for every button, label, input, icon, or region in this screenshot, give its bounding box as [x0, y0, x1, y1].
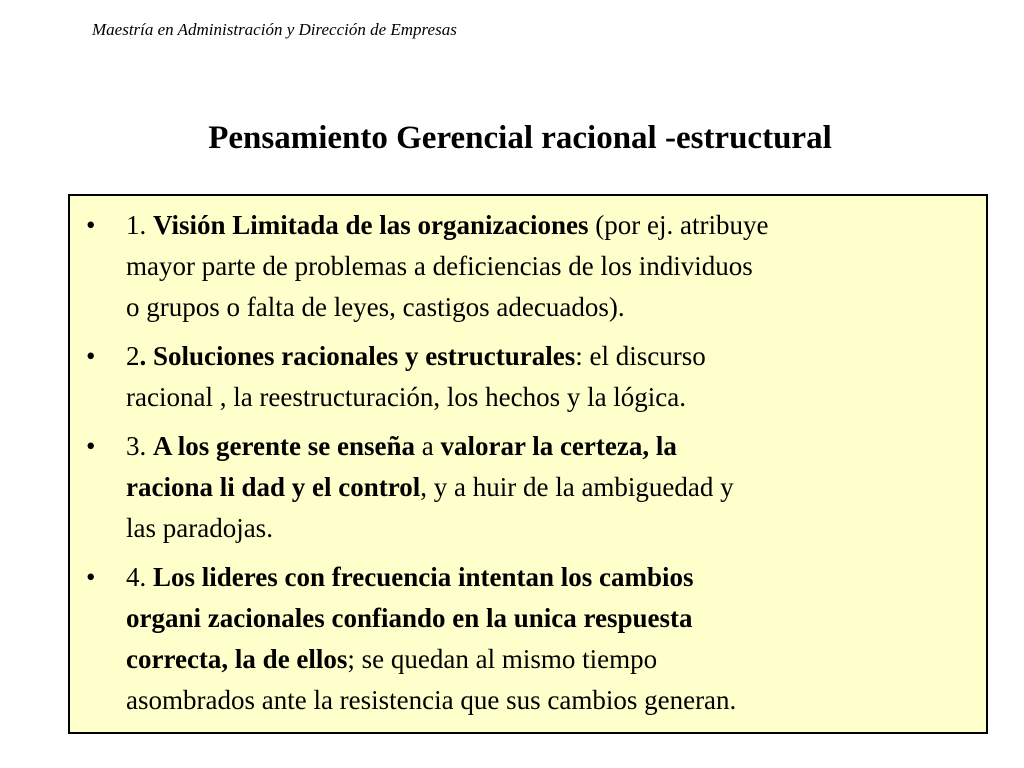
bullet-line — [126, 287, 768, 328]
bullet-line — [126, 639, 736, 680]
text-run: o grupos o falta de leyes, castigos adecuados). — [126, 292, 625, 322]
bold-text-run: A los gerente se enseña — [153, 431, 415, 461]
bullet-glyph: • — [86, 210, 96, 240]
text-run: racional , la reestructuración, los hechos y la lógica. — [126, 382, 687, 412]
bold-text-run: Los lideres con frecuencia intentan los cambios — [153, 562, 694, 592]
bullet-line — [126, 557, 736, 598]
text-run: a — [414, 431, 441, 461]
bullet-glyph: • — [86, 341, 96, 371]
text-run: asombrados ante la resistencia que sus cambios generan. — [126, 685, 737, 715]
bullet-item-1 — [70, 205, 768, 328]
content-box — [68, 194, 988, 734]
text-run: ; se quedan al mismo tiempo — [347, 644, 658, 674]
bullet-line — [126, 426, 734, 467]
text-run: mayor parte de problemas a deficiencias de los individuos — [126, 251, 753, 281]
slide-title: Pensamiento Gerencial racional -estructural — [208, 120, 832, 156]
text-run: 4. — [126, 562, 153, 592]
bullet-line — [126, 598, 736, 639]
bullet-glyph: • — [86, 562, 96, 592]
bold-text-run: valorar la certeza, la — [440, 431, 677, 461]
bullet-item-3 — [70, 426, 734, 549]
bullet-line — [126, 680, 736, 721]
text-run: : el discurso — [575, 341, 706, 371]
bullet-line — [126, 336, 706, 377]
bullet-line — [126, 508, 734, 549]
text-run: 3. — [126, 431, 153, 461]
bold-text-run: raciona li dad y el control — [126, 472, 421, 502]
bullet-glyph: • — [86, 431, 96, 461]
bullet-item-4 — [70, 557, 736, 721]
bullet-item-2 — [70, 336, 706, 418]
bold-text-run: organi zacionales confiando en la unica respuesta — [126, 603, 693, 633]
text-run: 1. — [126, 210, 153, 240]
bullet-line — [126, 205, 768, 246]
bold-text-run: . Soluciones racionales y estructurales — [139, 341, 576, 371]
text-run: (por ej. atribuye — [588, 210, 769, 240]
text-run: , y a huir de la ambiguedad y — [420, 472, 734, 502]
bullet-line — [126, 246, 768, 287]
bullet-line — [126, 377, 706, 418]
text-run: 2 — [126, 341, 140, 371]
header-note: Maestría en Administración y Dirección de Empresas — [92, 20, 457, 39]
bold-text-run: correcta, la de ellos — [126, 644, 348, 674]
bold-text-run: Visión Limitada de las organizaciones — [153, 210, 589, 240]
text-run: las paradojas. — [126, 513, 273, 543]
bullet-line — [126, 467, 734, 508]
